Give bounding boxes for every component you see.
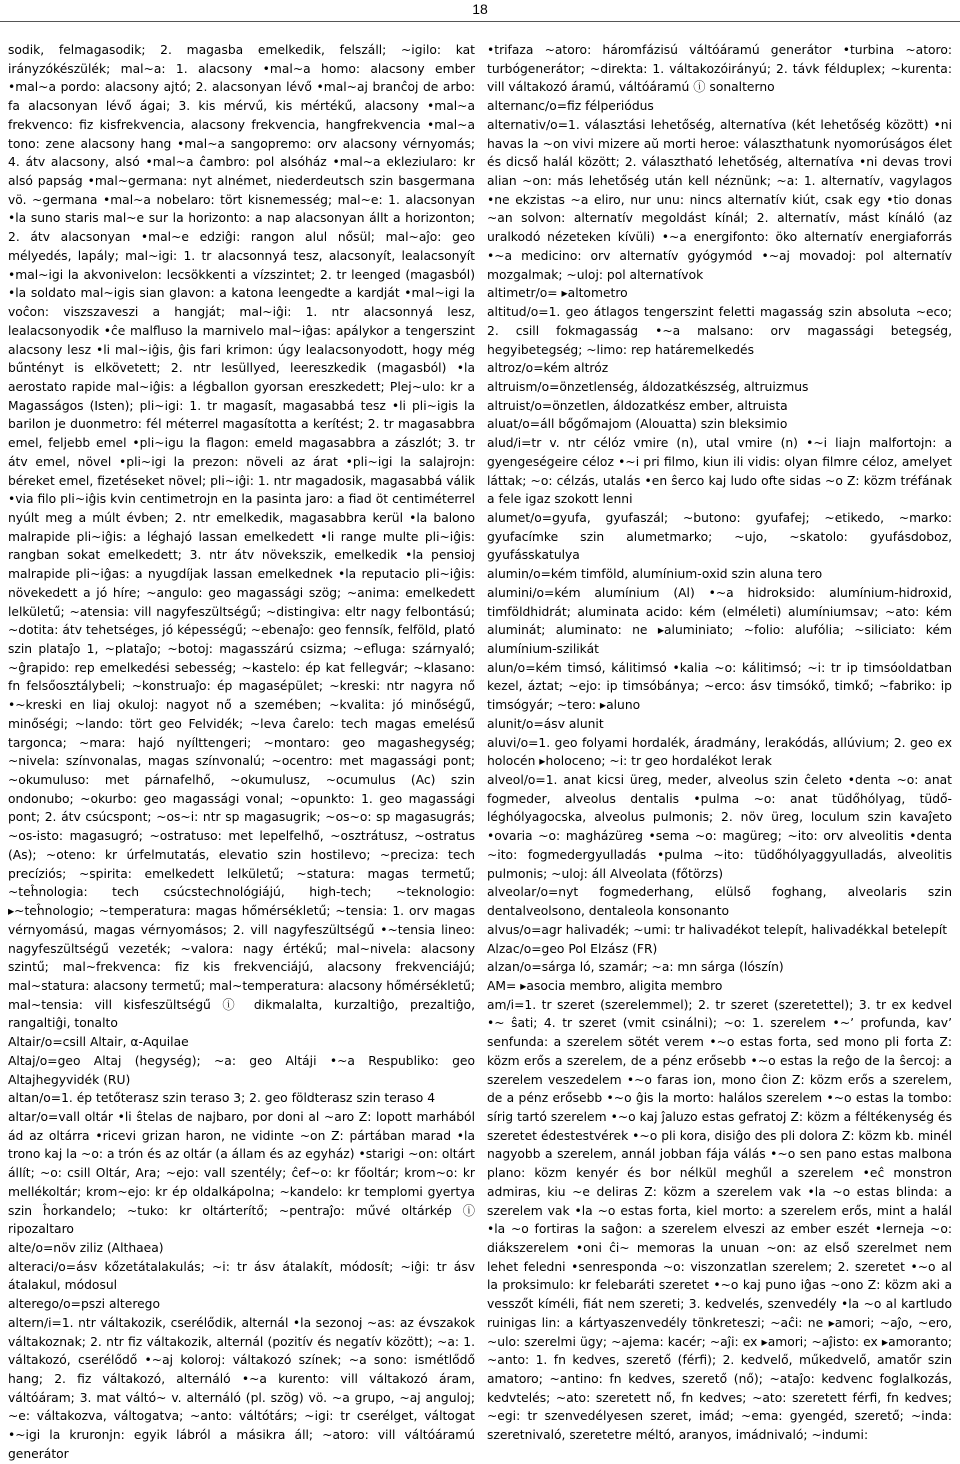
entry-aluat: aluat/o=áll bőgőmajom (Alouatta) szin bleksimio [487, 417, 788, 432]
right-column [487, 41, 952, 1443]
entry-alveolar: alveolar/o=nyt fogmederhang, elülső foghang, alveolaris szin dentalveolsono, dentaleola konsonanto [487, 885, 952, 919]
entry-right-block [487, 41, 952, 1443]
left-entry: sodik, felmagasodik; 2. magasba emelkedik, felszáll; ~igilo: kat irányzókészülék; mal~a: 1. alacsony •mal~a homo: alacsony ember •mal~a pordo: alacsony ajtó; 2. alacsonyan lévő •mal~aj branĉoj de arbo: fa alacsonyan lévő ágai; 3. kis mérvű, kis mértékű, alacsony •mal~a frekvenco: fiz kisfrekvencia, alacsony frekvencia, hangfrekvencia •mal~a tono: zene alacsony hang •mal~a sangopremo: orv alacsony vérnyomás; 4. átv alacsony, alsó •mal~a ĉambro: pol alsóház •mal~a ekleziularo: kr alsó papság •mal~germana: nyt alnémet, niederdeutsch szin basgermana vö. ~germana •mal~a nobelaro: tört kisnemesség; mal~e: 1. alacsonyan •la suno staris mal~e sur la horizonto: a nap alacsonyan állt a horizonton; 2. átv alacsonyan •mal~e edziĝi: rangon alul nősül; mal~aĵo: geo mélyedés, lapály; mal~igi: 1. tr alacsonnyá tesz, alacsonyít, lealacsonyít •mal~igi la akvonivelon: lecsökkenti a vízszintet; 2. tr leenged (magasból) •la soldato mal~igis sian glavon: a katona leengedte a kardját •mal~igi la voĉon: viszszaveszi a hangját; mal~iĝi: 1. ntr alacsonnyá lesz, lealacsonyodik •ĉe malfluso la marnivelo mal~iĝas: apálykor a tengerszint alacsony lesz •li mal~iĝis, ĝis fari krimon: úgy lealacsonyodott, hogy még bűntényt is elkövetett; 2. ntr lesüllyed, leereszkedik (magasból) •la aerostato rapide mal~iĝis: a légballon gyorsan ereszkedett; Plej~ulo: kr a Magasságos (Isten); pli~igi: 1. tr magasít, magasabbá tesz •li pli~igis la barilon je duonmetro: fél méterrel magasította a kerítést; 2. tr magasabbra emel, feljebb emel •pli~igu la flagon: emeld magasabbra a zászlót; 3. tr átv emel, növel •pli~igi la prezon: növeli az árat •pli~igi la salajrojn: béreket emel, fizetéseket növel; pli~iĝi: 1. ntr magadosik, magasabbá válik •via filo pli~iĝis kvin centimetrojn en la pasinta jaro: a fiad öt centiméterrel nyúlt meg a múlt évben; 2. ntr emelkedik, magasabbra kerül •la balono malrapide pli~iĝis: a léghajó lassan emelkedett •li range multe pli~iĝis: rangban sokat emelkedett; 3. ntr átv növekszik, emelkedik •la pensioj malrapide pli~iĝas: a nyugdíjak lassan emelkednek •la reputacio pli~iĝis: növekedett a jó híre; ~angulo: geo magassági szög; ~anima: emelkedett lelkületű; ~atensia: vill nagyfeszültségű; ~distingiva: eltr nagy felbontású; ~dotita: átv tehetséges, jó képességű; ~ebenaĵo: geo fennsík, felföld, plató szin plataĵo 1, ~plataĵo; ~botoj: magasszárú csizma; ~efluga: szárnyaló; ~ĝrapido: rep emelkedési sebesség; ~kastelo: ép kat fellegvár; ~klasano: fn felsőosztálybeli; ~konstruaĵo: ép magasépület; ~kreski: ntr nagyra nő •~kreski en liaj okuloj: nagyot nő a szemében; ~kvalita: jó minőségű, minőségi; ~lando: tört geo Felvidék; ~leva ĉarelo: tech magas emelésű targonca; ~mara: hajó nyílttengeri; ~montaro: geo magashegység; ~nivela: színvonalas, magas színvonalú; ~ocentro: met magassági pont; ~okumuluso: met párnafelhő, ~okumulusz, ~ocumulus (Ac) szin ondonubo; ~okurbo: geo magassági vonal; ~opunkto: 1. geo magassági pont; 2. átv csúcspont; ~os~i: ntr sp magasugrik; ~os~o: sp magasugrás; ~os-isto: magasugró; ~ostratuso: met lepelfelhő, ~osztrátusz, ~ostratus (As); ~oteno: kr úrfelmutatás, elevatio szin hostilevo; ~preciza: tech precíziós; ~spirita: emelkedett lelkületű; ~statura: magas termetű; ~teĥnologia: tech csúcstechnológiájú, high-tech; ~teknologio: ▸~teĥnologio; ~temperatura: magas hőmérsékletű; ~tensia: 1. orv magas vérnyomású, magas vérnyomásos; 2. vill nagyfeszültségű •~tensia lineo: nagyfeszültségű vezeték; ~valora: nagy értékű; mal~nivela: alacsony szintű; mal~frekvenca: fiz kis frekvenciájú, alacsony frekvenciájú; mal~statura: alacsony termetű; mal~temperatura: alacsony hőmérsékletű; mal~tensia: vill kisfeszültségű ⓘ dikmalalta, kurzaltiĝo, prezaltiĝo, rangaltiĝi, tonalto [8, 43, 475, 1031]
entry-alzan: alzan/o=sárga ló, szamár; ~a: mn sárga (lószín) [487, 960, 784, 975]
left-entry: altern/i=1. ntr váltakozik, cserélődik, alternál •la sezonoj ~as: az évszakok váltakoznak; 2. ntr fiz váltakozik, alternál (pozitív és negatív között); ~a: 1. váltakozó, cserélődő •~aj koloroj: váltakozó színek; ~a sono: ismétlődő hang; 2. fiz váltakozó, alternáló •~a kurento: vill váltakozó áram, váltóáram; 3. mat váltó~ v. alternáló (pl. szög) vö. ~a grupo, ~aj anguloj; ~e: váltakozva, váltogatva; ~anto: váltótárs; ~igi: tr cserélget, váltogat •~igi la kruronjn: egyik lábról a másikra áll; ~atoro: vill váltóáramú generátor [8, 1315, 475, 1461]
entry-am: am/i=1. tr szeret (szerelemmel); 2. tr szeret (szeretettel); 3. tr ex kedvel •~ ŝati; 4. tr szeret (vmit csinálni); ~o: 1. szerelem •~ʼ profunda, kavʼ senfunda: a szerelem sötét verem •~o estas forta, sed mono pli forta Z: közm erős a szerelem, de a pénz erősebb •~o estas la reĝo de la ŝercoj: a szerelem veszedelem •~o faras ion, mono ĉion Z: közm erős a szerelem, de a pénz erősebb •~o ĝis la morto: halálos szerelem •~o estas la tombo: sírig tartó szerelem •~o kaj ĵaluzo estas gefratoj Z: közm a féltékenység és szeretet édestestvérek •~o pli kora, disiĝo des pli dolora Z: közm kb. minél nagyobb a szerelem, annál jobban fája válás •~o sen pano estas malbona plano: közm kenyér és bor nélkül meghűl a szerelem •eĉ monstron admiras, kiu ~e deliras Z: közm a szerelem vak •la ~o estas blinda: a szerelem vak •la ~o estas forta, kiel morto: a szerelem erős, mint a halál •la ~o fortiras la saĝon: a szerelem elveszi az ember eszét •lerneja ~o: diákszerelem •oni ĉi~ memoras la unuan ~on: az első szerelmet nem lehet feledni •senresponda ~o: viszonzatlan szerelem; 2. szeretet •~o al la proksimulo: kr felebaráti szeretet •~o kaj puno iĝas ~ono Z: közm aki a vesszőt kíméli, fiát nem szereti; 3. kedvelés, szenvedély •la ~o al kartludo ruinigas lin: a kártyaszenvedély tönkreteszi; ~aĉi: ne ▸amori; ~aĵo, ~ero, ~ulo: szerelmi ügy; ~ajema: kacér; ~aĵi: ex ▸amori; ~aĵisto: ex ▸amoranto; ~anto: 1. fn kedves, szerető (férfi); 2. kedvelő, műkedvelő, amatőr szin amatoro; ~antino: fn kedves, szerető (nő); ~ataĵo: kedvenc foglalkozás, kedvtelés; ~ato: szeretett nő, fn kedves; ~ato: szeretett férfi, fn kedves; ~egi: tr szenvedélyesen szeret, imád; ~ema: gyengéd, szerető; ~inda: szeretnivaló, szeretetre méltó, aranyos, imádnivaló; ~indumi: [487, 997, 952, 1443]
left-entry: alteraci/o=ásv kőzetátalakulás; ~i: tr ásv átalakít, módosít; ~iĝi: tr ásv átalakul, módosul [8, 1259, 475, 1293]
entry-am-abbr: AM= ▸asocia membro, aligita membro [487, 978, 723, 993]
header-rule [0, 21, 960, 22]
left-entry: altan/o=1. ép tetőterasz szin teraso 3; 2. geo földterasz szin teraso 4 [8, 1091, 436, 1106]
left-entries-block [8, 41, 475, 1461]
entry-alvus: alvus/o=agr halivadék; ~umi: tr halivadékot telepít, halivadékkal betelepít [487, 922, 948, 937]
left-column [8, 41, 475, 1461]
entry-aluvi: aluvi/o=1. geo folyami hordalék, áradmány, lerakódás, allúvium; 2. geo ex holocén ▸holoceno; ~i: tr geo hordalékot lerak [487, 735, 952, 769]
entry-altimetr: altimetr/o= ▸altometro [487, 286, 628, 301]
entry-altruism: altruism/o=önzetlenség, áldozatkészség, altruizmus [487, 379, 809, 394]
left-entry: altar/o=vall oltár •li ŝtelas de najbaro, por doni al ~aro Z: lopott marhából ád az oltárra •ricevi grizan haron, ne vidinte ~on Z: pártában marad •la trono kaj la ~o: a trón és az oltár (a állam és az egyház) •starigi ~on: oltárt állít; ~o: csill Oltár, Ara; ~ejo: vall szentély; ĉef~o: kr főoltár; krom~o: kr mellékoltár; krom~ejo: kr ép oldalkápolna; ~kandelo: kr templomi gyertya szin ĥorkandelo; ~tuko: kr oltárterítő; ~pentraĵo: művé oltárkép ⓘ ripozaltaro [8, 1109, 475, 1237]
entry-alun: alun/o=kém timsó, kálitimsó •kalia ~o: kálitimsó; ~i: tr ip timsóoldatban kezel, áztat; ~ejo: ip timsóbánya; ~erco: ásv timsókő, timkő; ~fabriko: ip timsógyár; ~tero: ▸aluno [487, 660, 952, 713]
entry-alternativ: alternativ/o=1. választási lehetőség, alternatíva (két lehetőség között) •ni havas la ~on vivi mizere aŭ morti heroe: választhatunk nyomorúságos élet és dicső halál között; 2. választható lehetőség, alternatíva •ni devas trovi alian ~on: más lehetőség után kell néznünk; ~a: 1. alternatív, vagylagos •ne ekzistas ~a eliro, nur unu: nincs alternatív kiút, csak egy •tio donas ~an solvon: alternatív megoldást kínál; 2. alternatív, mást kínáló (az uralkodó nézeteken kívüli) •~a energifonto: öko alternatív energiaforrás •~a medicino: orv alternatív gyógymód •~aj movadoj: pol alternatív mozgalmak; ~uloj: pol alternatívok [487, 117, 952, 282]
page-number: 18 [472, 1, 488, 17]
left-entry: Altair/o=csill Altair, α-Aquilae [8, 1035, 189, 1050]
entry-altern-continued: •trifaza ~atoro: háromfázisú váltóáramú generátor •turbina ~atoro: turbógenerátor; ~direkta: 1. váltakozóirányú; 2. távk félduplex; ~kurenta: vill váltakozó áramú, váltóáramú ⓘ sonalterno [487, 43, 952, 95]
left-entry: alterego/o=pszi alterego [8, 1297, 160, 1312]
left-entry: Altaj/o=geo Altaj (hegység); ~a: geo Altáji •~a Respubliko: geo Altajhegyvidék (RU) [8, 1053, 475, 1087]
entry-alternanc: alternanc/o=fiz félperiódus [487, 99, 654, 114]
entry-alveol: alveol/o=1. anat kicsi üreg, meder, alveolus szin ĉeleto •denta ~o: anat fogmeder, alveolus dentalis •pulma ~o: anat tüdőhólyag, tüdő-léghólyagocska, alveolus pulmonis; 2. növ üreg, loculum szin kavaĵeto •ovaria ~o: magházüreg •sema ~o: magüreg; ~ito: orv alveolitis •denta ~ito: fogmedergyulladás •pulma ~ito: tüdőhólyaggyulladás, alveolitis pulmonis; ~uloj: áll Alveolata (főtörzs) [487, 773, 952, 881]
entry-alunit: alunit/o=ásv alunit [487, 716, 604, 731]
left-entry: alte/o=növ ziliz (Althaea) [8, 1241, 164, 1255]
entry-alumini: alumini/o=kém alumínium (Al) •~a hidroksido: alumínium-hidroxid, timföldhidrát; aluminata acido: kém (elméleti) alumíniumsav; ~ato: kém aluminát; aluminato: ne ▸aluminiato; ~folio: alufólia; ~siliciato: kém alumínium-szilikát [487, 585, 952, 656]
entry-alzac: Alzac/o=geo Pol Elzász (FR) [487, 941, 658, 956]
entry-alud: alud/i=tr v. ntr célóz vmire (n), utal vmire (n) •~i liajn malfortojn: a gyengeségeire céloz •~i pri filmo, kiun ili vidis: olyan filmre céloz, amelyet láttak; ~o: célzás, utalás •en ŝerco kaj ludo ofte sidas ~o Z: közm tréfának a fele igaz szokott lenni [487, 436, 952, 507]
entry-altruist: altruist/o=önzetlen, áldozatkész ember, altruista [487, 398, 788, 413]
entry-alumet: alumet/o=gyufa, gyufaszál; ~butono: gyufafej; ~etikedo, ~marko: gyufacímke szin alumetmarko; ~ujo, ~skatolo: gyufásdoboz, gyufásskatulya [487, 510, 952, 563]
entry-altroz: altroz/o=kém altróz [487, 361, 609, 376]
entry-alumin: alumin/o=kém timföld, alumínium-oxid szin aluna tero [487, 567, 823, 582]
entry-altitud: altitud/o=1. geo átlagos tengerszint feletti magasság szin absoluta ~eco; 2. csill fokmagasság •~a malsano: orv magassági betegség, hegyibetegség; ~limo: rep határemelkedés [487, 305, 952, 357]
